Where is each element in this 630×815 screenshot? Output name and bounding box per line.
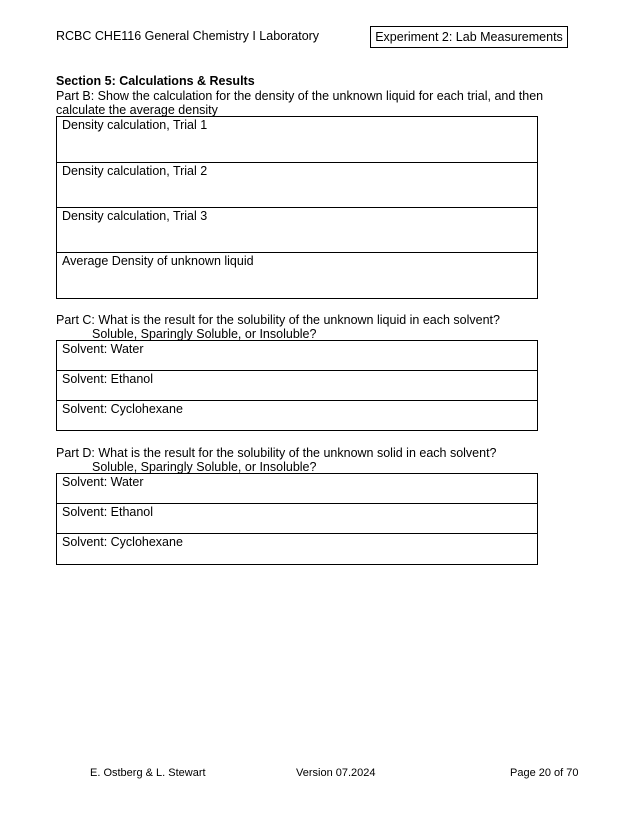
- part-d-prompt-line1: Part D: What is the result for the solubility of the unknown solid in each solvent?: [56, 446, 497, 460]
- part-c-prompt-line2: Soluble, Sparingly Soluble, or Insoluble?: [92, 327, 317, 341]
- part-d-row-water[interactable]: Solvent: Water: [57, 474, 538, 504]
- part-d-row-cyclohexane[interactable]: Solvent: Cyclohexane: [57, 534, 538, 565]
- part-c-row-cyclohexane[interactable]: Solvent: Cyclohexane: [57, 401, 538, 431]
- part-c-prompt: [56, 313, 500, 341]
- footer-version: Version 07.2024: [296, 767, 376, 779]
- part-b-prompt-line1: Part B: Show the calculation for the density of the unknown liquid for each trial, and then: [56, 89, 544, 103]
- part-c-row-water[interactable]: Solvent: Water: [57, 341, 538, 371]
- part-d-prompt: [56, 446, 497, 474]
- part-c-prompt-line1: Part C: What is the result for the solubility of the unknown liquid in each solvent?: [56, 313, 500, 327]
- part-c-row-ethanol[interactable]: Solvent: Ethanol: [57, 371, 538, 401]
- part-d-row-ethanol[interactable]: Solvent: Ethanol: [57, 504, 538, 534]
- part-b-prompt: [56, 89, 543, 117]
- footer-page-number: Page 20 of 70: [510, 767, 579, 779]
- experiment-label-box: [370, 26, 568, 48]
- part-d-table: [56, 473, 538, 565]
- part-b-row-trial-3[interactable]: Density calculation, Trial 3: [57, 208, 538, 253]
- part-b-prompt-line2: calculate the average density: [56, 103, 218, 117]
- section-title: Section 5: Calculations & Results: [56, 74, 255, 88]
- course-title: RCBC CHE116 General Chemistry I Laboratory: [56, 29, 320, 43]
- footer-authors: E. Ostberg & L. Stewart: [90, 767, 206, 779]
- part-b-row-trial-2[interactable]: Density calculation, Trial 2: [57, 163, 538, 208]
- part-b-row-average[interactable]: Average Density of unknown liquid: [57, 253, 538, 299]
- part-b-row-trial-1[interactable]: Density calculation, Trial 1: [57, 117, 538, 163]
- part-c-table: [56, 340, 538, 431]
- part-b-table: [56, 116, 538, 299]
- part-d-prompt-line2: Soluble, Sparingly Soluble, or Insoluble?: [92, 460, 317, 474]
- experiment-label: Experiment 2: Lab Measurements: [375, 30, 563, 44]
